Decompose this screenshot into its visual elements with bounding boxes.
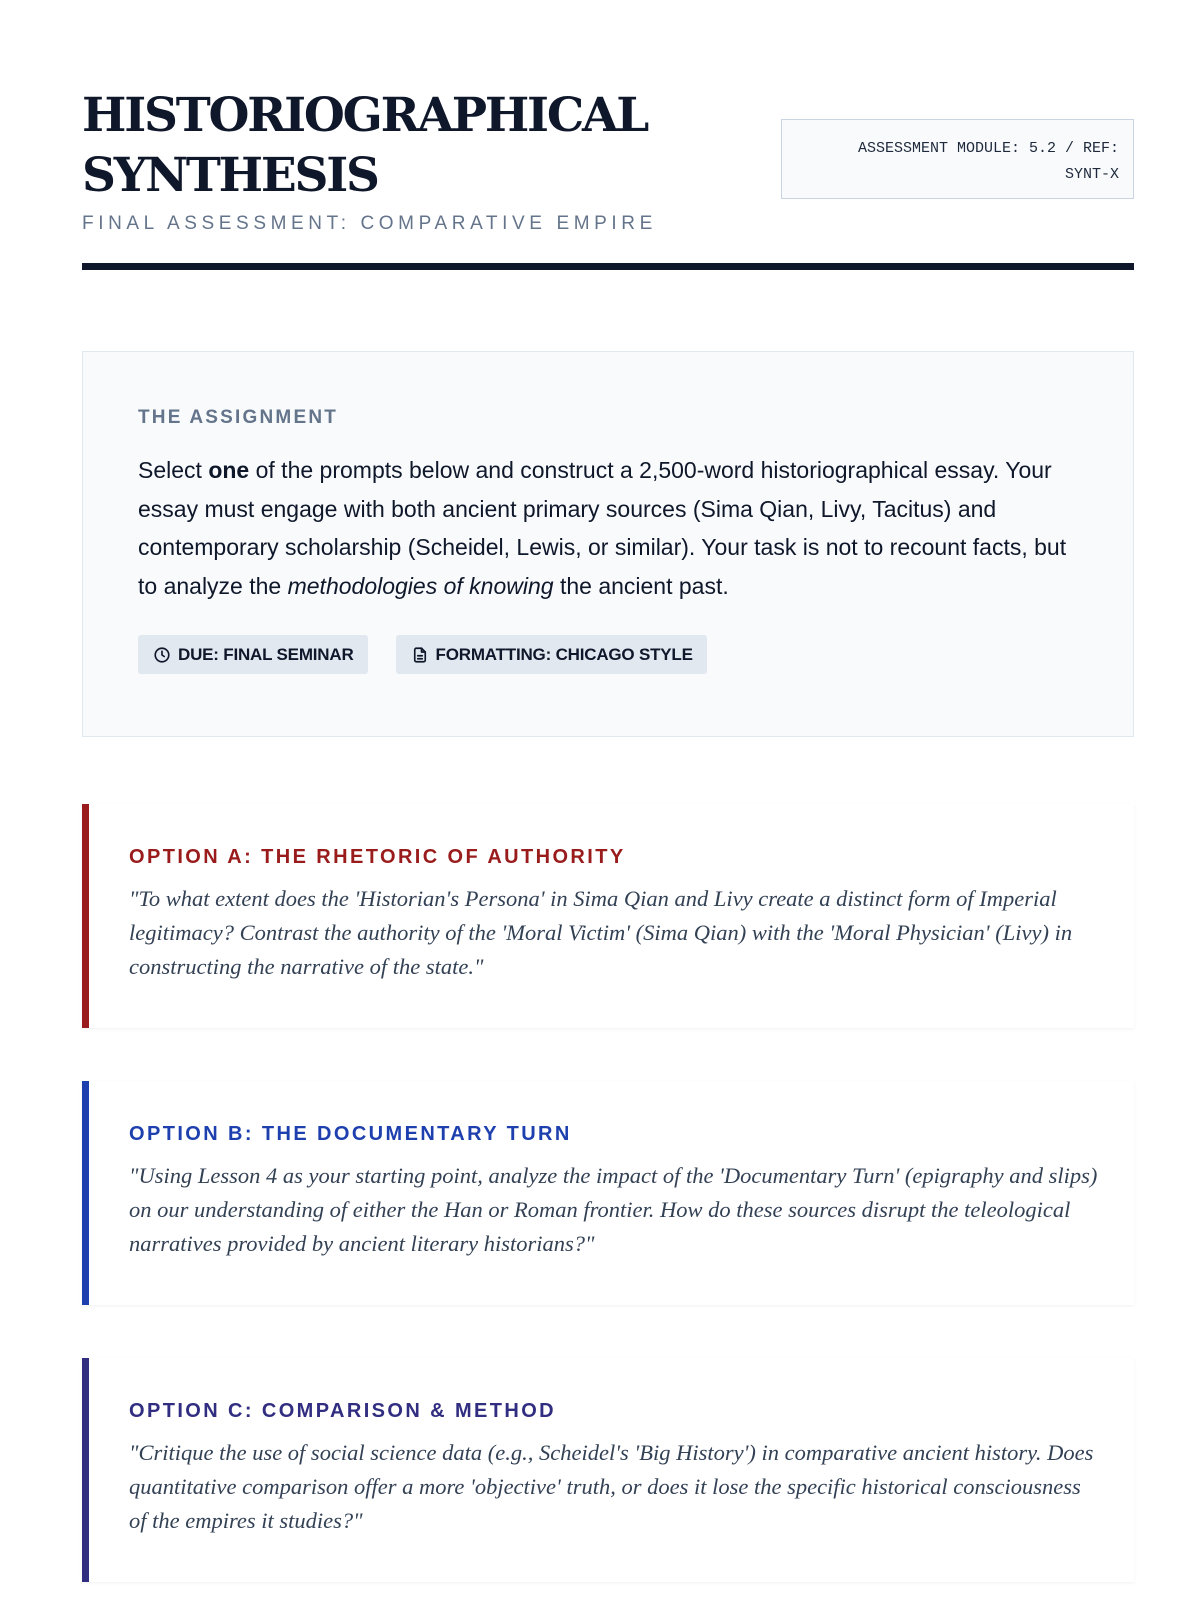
assignment-text-italic: methodologies of knowing: [287, 572, 554, 599]
assignment-text-part: of the prompts below and construct a 2,500-word historiographical essay. Your essay must engage with both ancient primary sources (Sima Qian, Livy, Tacitus) and contemporary scholarship (Scheidel, Lewis, or similar). Your task is not to recount facts, but to analyze the: [138, 457, 1067, 599]
option-a-title: OPTION A: THE RHETORIC OF AUTHORITY: [129, 846, 626, 868]
assignment-text-part: the ancient past.: [553, 572, 729, 599]
assignment-text-emphasis: one: [208, 457, 250, 483]
option-b-title: OPTION B: THE DOCUMENTARY TURN: [129, 1123, 572, 1145]
clock-icon: [152, 645, 172, 665]
page-header: [82, 86, 1134, 235]
option-a-accent-bar: [82, 804, 89, 1028]
option-c-card: [82, 1358, 1134, 1582]
assignment-tags: [138, 635, 1078, 674]
page-title: HISTORIOGRAPHICAL SYNTHESIS: [82, 88, 648, 203]
formatting-tag: [396, 635, 707, 674]
assignment-label: THE ASSIGNMENT: [138, 407, 339, 428]
reference-line-1: ASSESSMENT MODULE: 5.2 / REF:: [857, 140, 1119, 157]
reference-box: [781, 119, 1134, 199]
header-divider: [82, 263, 1134, 270]
option-c-accent-bar: [82, 1358, 89, 1582]
assignment-text-part: Select: [138, 457, 209, 483]
assignment-text: [138, 451, 1078, 605]
option-b-prompt: "Using Lesson 4 as your starting point, analyze the impact of the 'Documentary Turn' (epigraphy and slips) on our understanding of either the Han or Roman frontier. How do these sources disrupt the teleological narratives provided by ancient literary historians?": [129, 1163, 1098, 1256]
option-b-card: [82, 1081, 1134, 1305]
formatting-label: FORMATTING: CHICAGO STYLE: [435, 644, 693, 664]
reference-line-2: SYNT-X: [1064, 166, 1119, 183]
option-a-prompt: "To what extent does the 'Historian's Persona' in Sima Qian and Livy create a distinct form of Imperial legitimacy? Contrast the authority of the 'Moral Victim' (Sima Qian) with the 'Moral Physician' (Livy) in constructing the narrative of the state.": [129, 886, 1073, 979]
option-c-prompt: "Critique the use of social science data (e.g., Scheidel's 'Big History') in comparative ancient history. Does quantitative comparison offer a more 'objective' truth, or does it lose the specific historical consciousness of the empires it studies?": [129, 1440, 1094, 1533]
page-subtitle: FINAL ASSESSMENT: COMPARATIVE EMPIRE: [82, 213, 657, 234]
document-icon: [410, 645, 430, 665]
due-date-label: DUE: FINAL SEMINAR: [178, 644, 354, 664]
option-c-title: OPTION C: COMPARISON & METHOD: [129, 1400, 557, 1422]
option-b-accent-bar: [82, 1081, 89, 1305]
assignment-panel: [82, 351, 1134, 737]
due-date-tag: [138, 635, 368, 674]
option-a-card: [82, 804, 1134, 1028]
